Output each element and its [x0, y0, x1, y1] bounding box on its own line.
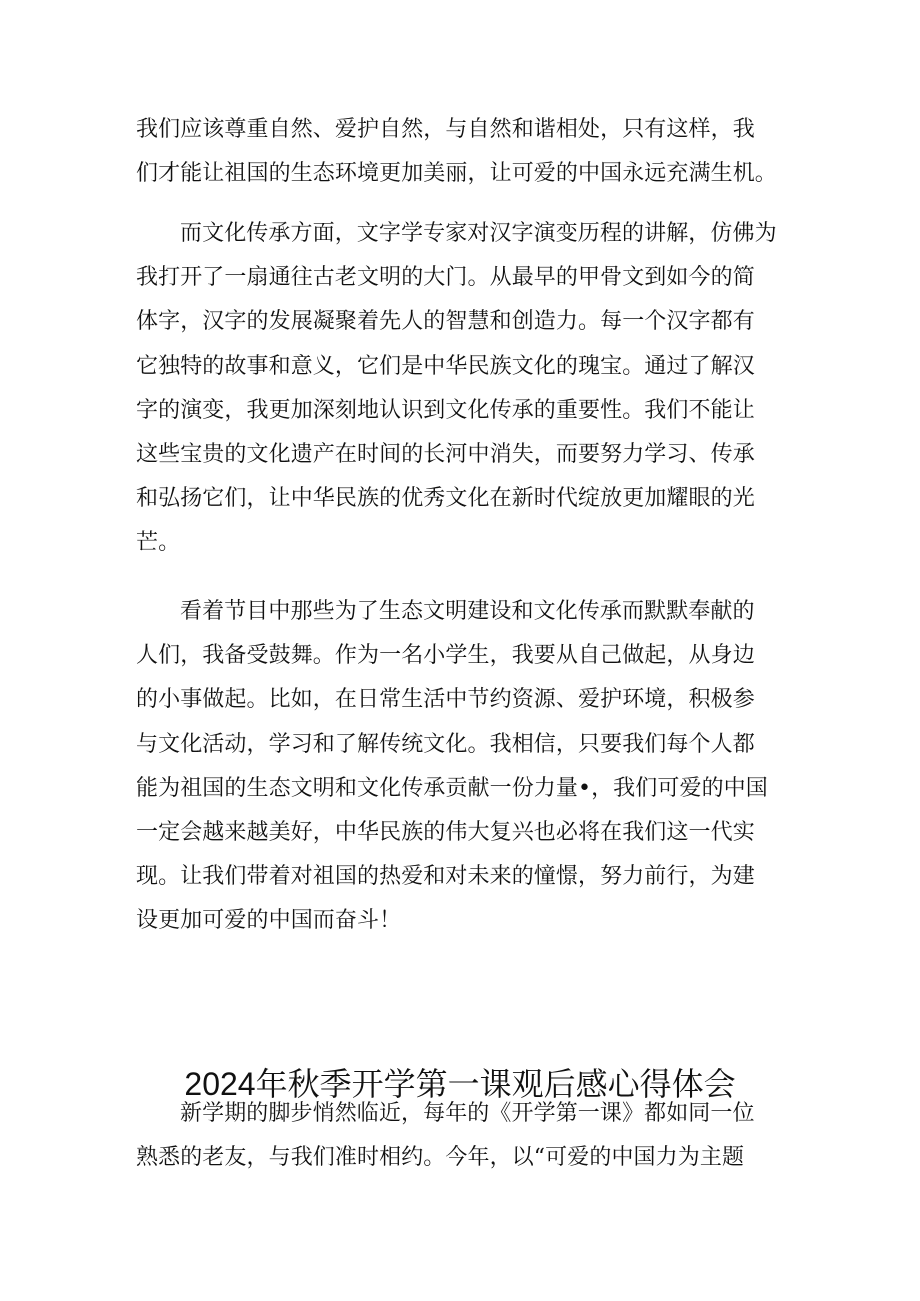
paragraph-nature — [136, 108, 796, 196]
text-line: 们才能让祖国的生态环境更加美丽，让可爱的中国永远充满生机。 — [136, 161, 777, 187]
text-line: 而文化传承方面，文字学专家对汉字演变历程的讲解，仿佛为 — [180, 221, 777, 246]
text-line: 字的演变，我更加深刻地认识到文化传承的重要性。我们不能让 — [136, 397, 755, 423]
paragraph-new-semester — [136, 1092, 796, 1180]
text-line: 和弘扬它们，让中华民族的优秀文化在新时代绽放更加耀眼的光 — [136, 486, 755, 512]
text-line: 熟悉的老友，与我们准时相约。今年，以“可爱的中国力为主题 — [136, 1145, 745, 1171]
text-line: 的小事做起。比如，在日常生活中节约资源、爱护环境，积极参 — [136, 687, 755, 713]
text-line: 这些宝贵的文化遗产在时间的长河中消失，而要努力学习、传承 — [136, 441, 755, 467]
text-line: 芒。 — [136, 530, 181, 556]
paragraph-inspiration — [136, 590, 796, 944]
text-line: 人们，我备受鼓舞。作为一名小学生，我要从自己做起，从身边 — [136, 643, 755, 669]
text-line: 设更加可爱的中国而奋斗！ — [136, 908, 402, 934]
paragraph-culture — [136, 212, 796, 566]
section-title: 2024年秋季开学第一课观后感心得体会 — [184, 1065, 736, 1102]
text-line: 新学期的脚步悄然临近，每年的《开学第一课》都如同一位 — [180, 1101, 755, 1126]
text-line: 它独特的故事和意义，它们是中华民族文化的瑰宝。通过了解汉 — [136, 353, 755, 379]
text-line: 体字，汉字的发展凝聚着先人的智慧和创造力。每一个汉字都有 — [136, 309, 755, 335]
text-line: 能为祖国的生态文明和文化传承贡献一份力量•，我们可爱的中国 — [136, 775, 768, 801]
text-line: 现。让我们带着对祖国的热爱和对未来的憧憬，努力前行，为建 — [136, 864, 755, 890]
text-line: 看着节目中那些为了生态文明建设和文化传承而默默奉献的 — [180, 599, 755, 624]
text-line: 一定会越来越美好，中华民族的伟大复兴也必将在我们这一代实 — [136, 819, 755, 845]
text-line: 与文化活动，学习和了解传统文化。我相信，只要我们每个人都 — [136, 731, 755, 757]
text-line: 我们应该尊重自然、爱护自然，与自然和谐相处，只有这样，我 — [136, 117, 755, 142]
text-line: 我打开了一扇通往古老文明的大门。从最早的甲骨文到如今的简 — [136, 265, 755, 291]
